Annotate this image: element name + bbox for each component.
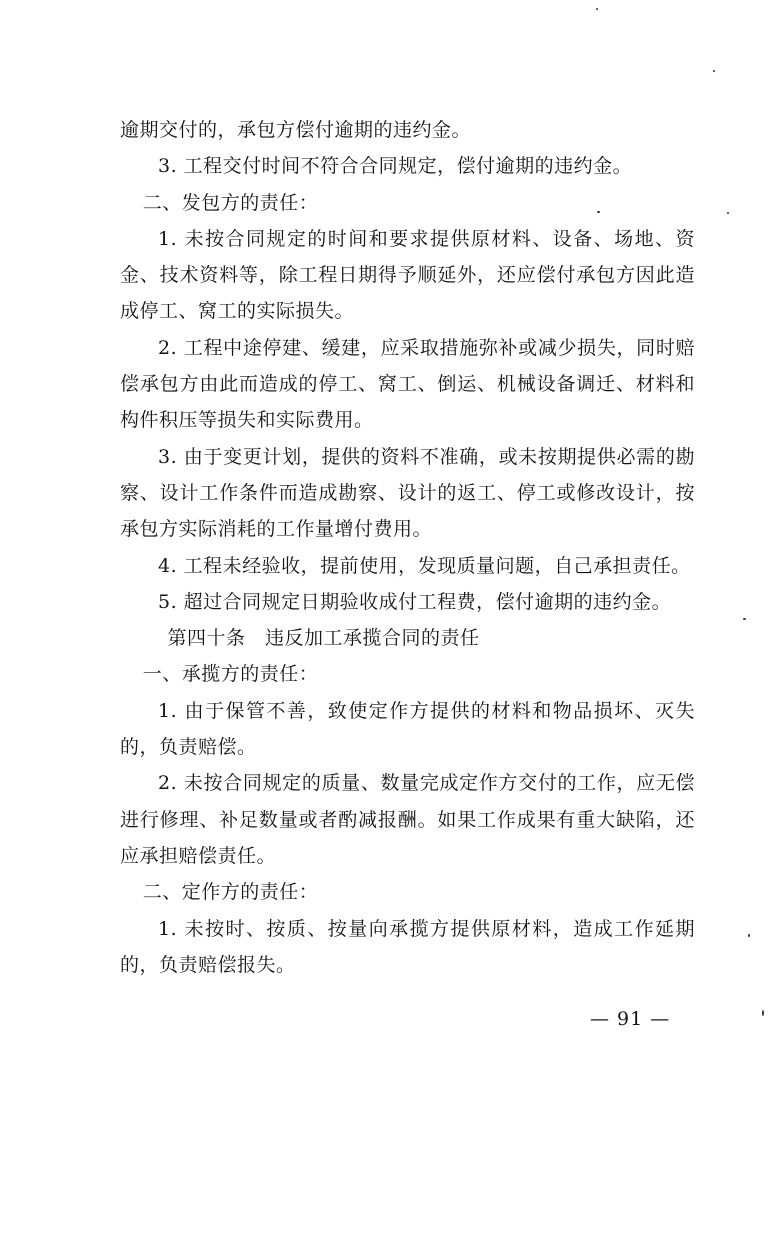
clause-4: 4. 工程未经验收，提前使用，发现质量问题，自己承担责任。 — [158, 554, 691, 577]
article-40-heading: 第四十条 违反加工承揽合同的责任 — [167, 627, 480, 650]
clause-5: 5. 超过合同规定日期验收成付工程费，偿付逾期的违约金。 — [158, 590, 672, 613]
orderer-clause-1: 1. 未按时、按质、按量向承揽方提供原材料，造成工作延期的，负责赔偿报失。 — [120, 917, 695, 976]
page-number: — 91 — — [590, 1008, 671, 1030]
contractor-clause-2: 2. 未按合同规定的质量、数量完成定作方交付的工作，应无偿进行修理、补足数量或者酌减报酬。如果工作成果有重大缺陷，还应承担赔偿责任。 — [120, 772, 695, 867]
scan-speck — [596, 8, 598, 10]
contractor-clause-1: 1. 由于保管不善，致使定作方提供的材料和物品损坏、灭失的，负责赔偿。 — [120, 699, 695, 759]
paragraph-continuation: 逾期交付的，承包方偿付逾期的违约金。 — [120, 119, 472, 141]
clause-3-employer: 3. 由于变更计划，提供的资料不准确，或未按期提供必需的勘察、设计工作条件而造成勘察、设计的返工、停工或修改设计，按承包方实际消耗的工作量增付费用。 — [120, 445, 695, 541]
scan-speck — [762, 1010, 764, 1016]
clause-1: 1. 未按合同规定的时间和要求提供原材料、设备、场地、资金、技术资料等，除工程日期得予顺延外，还应偿付承包方因此造成停工、窝工的实际损失。 — [120, 227, 695, 323]
body-text — [120, 112, 695, 983]
scan-speck — [727, 212, 729, 214]
clause-3: 3. 工程交付时间不符合合同规定，偿付逾期的违约金。 — [158, 155, 633, 178]
section-heading-employer: 二、发包方的责任： — [142, 191, 319, 214]
scan-speck — [748, 934, 750, 937]
section-heading-contractor: 一、承揽方的责任： — [142, 663, 319, 686]
section-heading-orderer: 二、定作方的责任： — [142, 881, 319, 904]
clause-2: 2. 工程中途停建、缓建，应采取措施弥补或减少损失，同时赔偿承包方由此而造成的停工、窝工、倒运、机械设备调迁、材料和构件积压等损失和实际费用。 — [120, 336, 695, 432]
scan-speck — [597, 211, 600, 213]
scan-speck — [713, 70, 715, 72]
scan-speck — [743, 618, 746, 620]
